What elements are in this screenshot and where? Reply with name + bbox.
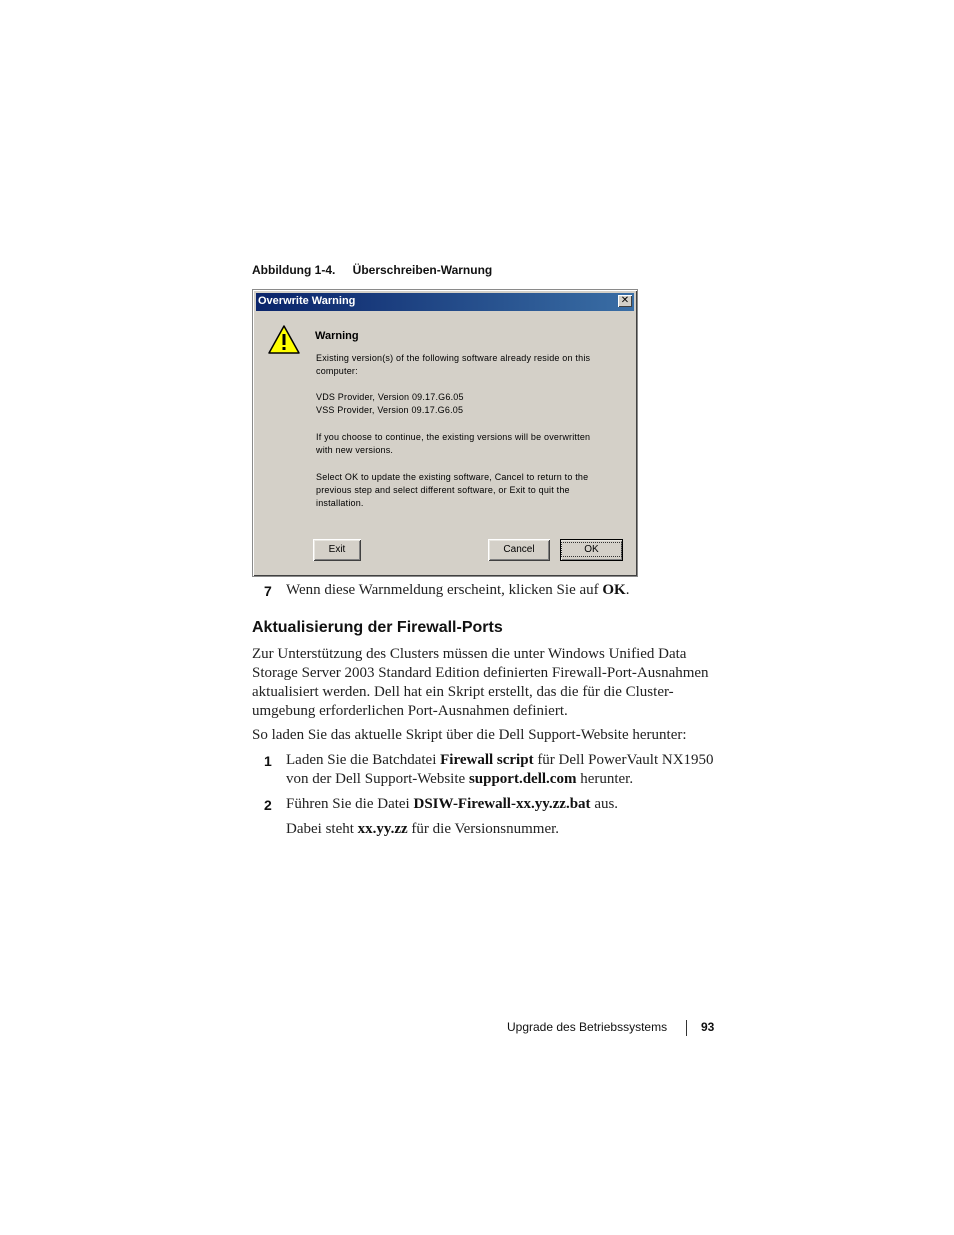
close-icon[interactable]: ✕	[618, 295, 632, 307]
step-text: Wenn diese Warnmeldung erscheint, klicken Sie auf	[286, 582, 603, 598]
message-select	[316, 471, 588, 510]
step-1-text	[286, 751, 714, 789]
step-text: herunter.	[576, 771, 634, 787]
figure-title: Überschreiben-Warnung	[352, 263, 493, 277]
message-providers	[316, 391, 464, 417]
support-link[interactable]: support.dell.com	[468, 771, 577, 787]
message-line: VSS Provider, Version 09.17.G6.05	[316, 405, 464, 415]
step-bold: OK	[602, 582, 626, 598]
paragraph-line: aktualisiert werden. Dell hat ein Skript erstellt, das die für die Cluster-	[252, 684, 674, 700]
message-line: previous step and select different software, or Exit to quit the	[316, 485, 570, 495]
message-existing	[316, 352, 590, 378]
message-line: Existing version(s) of the following software already reside on this	[316, 353, 591, 363]
intro-paragraph	[252, 645, 730, 721]
ok-button[interactable]	[560, 539, 623, 561]
step-text: aus.	[590, 796, 619, 812]
message-line: computer:	[316, 366, 358, 376]
note-text: Dabei steht	[286, 821, 358, 837]
note-text: für die Versionsnummer.	[407, 821, 560, 837]
exit-button[interactable]: Exit	[313, 539, 361, 561]
page-number: 93	[701, 1020, 715, 1034]
figure-caption	[252, 263, 492, 277]
step-bold: Firewall script	[440, 752, 534, 768]
paragraph-line: umgebung erforderlichen Port-Ausnahmen definiert.	[252, 703, 568, 719]
step-text: für Dell PowerVault NX1950	[533, 752, 714, 768]
section-heading: Aktualisierung der Firewall-Ports	[252, 619, 503, 636]
message-continue	[316, 431, 590, 457]
footer-chapter: Upgrade des Betriebssystems	[507, 1020, 668, 1034]
ok-button-label: OK	[561, 542, 621, 557]
footer-divider	[686, 1020, 687, 1036]
step-text: Laden Sie die Batchdatei	[286, 752, 441, 768]
step-number: 1	[264, 753, 272, 769]
version-note	[286, 820, 559, 839]
dialog-title: Overwrite Warning	[258, 295, 356, 307]
step-7-text	[286, 581, 629, 600]
step-text: Führen Sie die Datei	[286, 796, 414, 812]
message-line: Select OK to update the existing software, Cancel to return to the	[316, 472, 589, 482]
step-bold: DSIW-Firewall-xx.yy.zz.bat	[413, 796, 591, 812]
step-number: 2	[264, 797, 272, 813]
warning-icon	[267, 324, 301, 356]
step-number: 7	[264, 583, 272, 599]
download-paragraph: So laden Sie das aktuelle Skript über die Dell Support-Website herunter:	[252, 727, 687, 743]
warning-heading: Warning	[315, 330, 359, 342]
message-line: installation.	[316, 498, 364, 508]
figure-number: Abbildung 1-4.	[252, 263, 336, 277]
dialog-titlebar	[256, 293, 634, 311]
paragraph-line: Storage Server 2003 Standard Edition definierten Firewall-Port-Ausnahmen	[252, 665, 709, 681]
message-line: VDS Provider, Version 09.17.G6.05	[316, 392, 464, 402]
paragraph-line: Zur Unterstützung des Clusters müssen die unter Windows Unified Data	[252, 646, 687, 662]
cancel-button[interactable]: Cancel	[488, 539, 550, 561]
message-line: with new versions.	[316, 445, 394, 455]
step-text: .	[625, 582, 630, 598]
step-text: von der Dell Support-Website	[286, 771, 469, 787]
step-2-text	[286, 795, 618, 814]
note-bold: xx.yy.zz	[357, 821, 408, 837]
message-line: If you choose to continue, the existing versions will be overwritten	[316, 432, 591, 442]
overwrite-warning-dialog	[252, 289, 638, 577]
